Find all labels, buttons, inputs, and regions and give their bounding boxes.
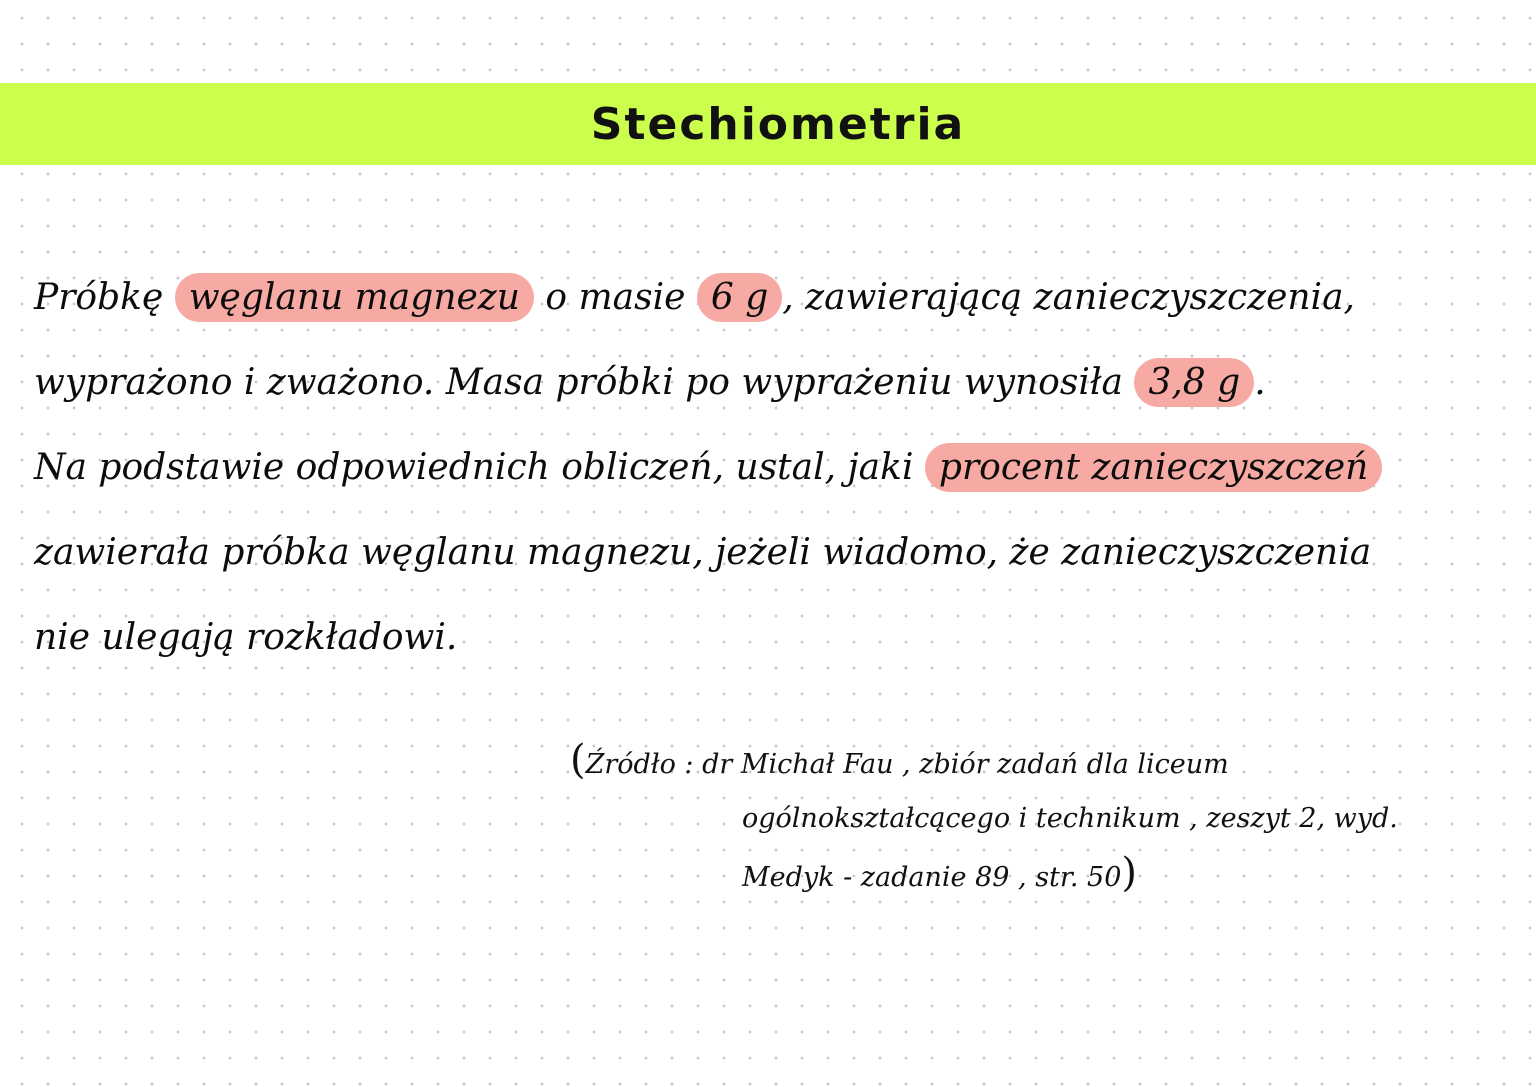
problem-line-3	[34, 425, 1496, 510]
problem-text-segment: o masie	[533, 277, 697, 318]
problem-text	[34, 255, 1496, 680]
problem-line-2	[34, 340, 1496, 425]
problem-line-1	[34, 255, 1496, 340]
problem-text-segment: , zawierającą zanieczyszczenia,	[782, 277, 1355, 318]
highlight-compound: węglanu magnezu	[175, 273, 534, 322]
source-line-2: ogólnokształcącego i technikum , zeszyt 2, wyd.	[742, 803, 1398, 834]
title-band	[0, 83, 1536, 165]
highlight-impurity-percent: procent zanieczyszczeń	[925, 443, 1382, 492]
highlight-initial-mass: 6 g	[697, 273, 782, 322]
source-line-1	[570, 733, 1500, 792]
source-citation	[570, 733, 1500, 905]
problem-text-segment: Próbkę	[34, 277, 175, 318]
problem-line-5	[34, 595, 1496, 680]
open-paren: (	[570, 737, 586, 783]
problem-text-segment: nie ulegają rozkładowi.	[34, 617, 458, 658]
source-text-1: Źródło : dr Michał Fau , zbiór zadań dla liceum	[585, 749, 1229, 780]
problem-line-4	[34, 510, 1496, 595]
page-title: Stechiometria	[590, 98, 966, 150]
source-line-3	[570, 846, 1500, 905]
highlight-final-mass: 3,8 g	[1134, 358, 1254, 407]
problem-text-segment: .	[1254, 362, 1266, 403]
problem-text-segment: Na podstawie odpowiednich obliczeń, ustal, jaki	[34, 447, 925, 488]
problem-text-segment: zawierała próbka węglanu magnezu, jeżeli wiadomo, że zanieczyszczenia	[34, 532, 1372, 573]
source-text-3: Medyk - zadanie 89 , str. 50	[742, 862, 1122, 893]
close-paren: )	[1121, 850, 1137, 896]
problem-text-segment: wyprażono i zważono. Masa próbki po wyprażeniu wynosiła	[34, 362, 1135, 403]
